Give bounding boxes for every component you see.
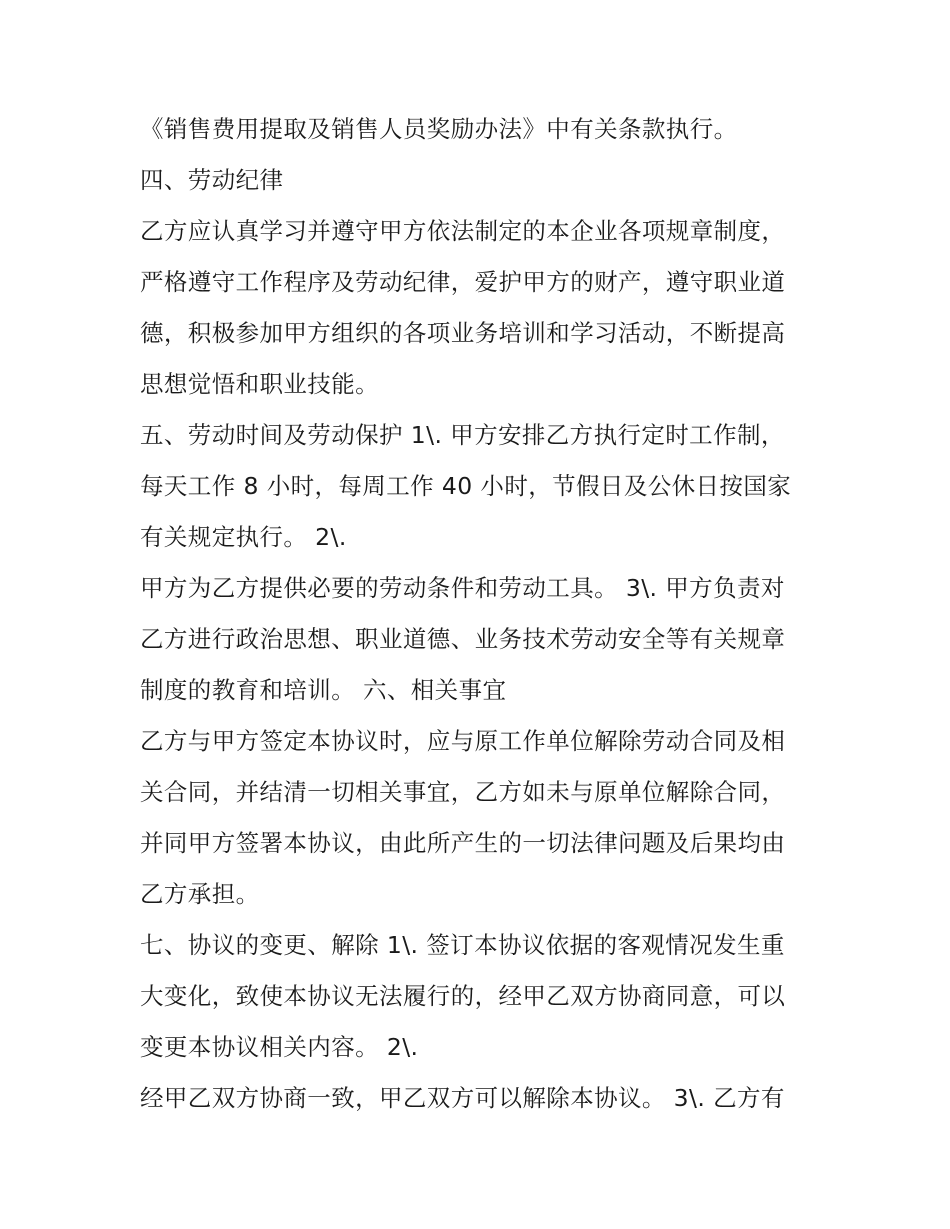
text-line: 严格遵守工作程序及劳动纪律，爱护甲方的财产，遵守职业道: [140, 268, 786, 296]
text-line: 有关规定执行。 2\.: [140, 523, 347, 551]
text-line: 五、劳动时间及劳动保护 1\. 甲方安排乙方执行定时工作制，: [140, 421, 785, 449]
text-line: 关合同，并结清一切相关事宜，乙方如未与原单位解除合同，: [140, 778, 786, 806]
text-line: 乙方应认真学习并遵守甲方依法制定的本企业各项规章制度，: [140, 217, 786, 245]
text-line: 甲方为乙方提供必要的劳动条件和劳动工具。 3\. 甲方负责对: [140, 574, 785, 602]
text-line: 大变化，致使本协议无法履行的，经甲乙双方协商同意，可以: [140, 982, 786, 1010]
text-line: 七、协议的变更、解除 1\. 签订本协议依据的客观情况发生重: [140, 931, 785, 959]
text-line: 制度的教育和培训。 六、相关事宜: [140, 676, 507, 704]
text-line: 《销售费用提取及销售人员奖励办法》中有关条款执行。: [140, 115, 738, 143]
text-line: 每天工作 8 小时，每周工作 40 小时，节假日及公休日按国家: [140, 472, 792, 500]
text-line: 乙方与甲方签定本协议时，应与原工作单位解除劳动合同及相: [140, 727, 786, 755]
text-line: 乙方进行政治思想、职业道德、业务技术劳动安全等有关规章: [140, 625, 786, 653]
text-line: 经甲乙双方协商一致，甲乙双方可以解除本协议。 3\. 乙方有: [140, 1084, 785, 1112]
section-heading: 四、劳动纪律: [140, 166, 284, 194]
text-line: 乙方承担。: [140, 880, 260, 908]
text-line: 思想觉悟和职业技能。: [140, 370, 379, 398]
document-body: [140, 104, 820, 1124]
text-line: 变更本协议相关内容。 2\.: [140, 1033, 419, 1061]
text-line: 并同甲方签署本协议，由此所产生的一切法律问题及后果均由: [140, 829, 786, 857]
text-line: 德，积极参加甲方组织的各项业务培训和学习活动，不断提高: [140, 319, 786, 347]
